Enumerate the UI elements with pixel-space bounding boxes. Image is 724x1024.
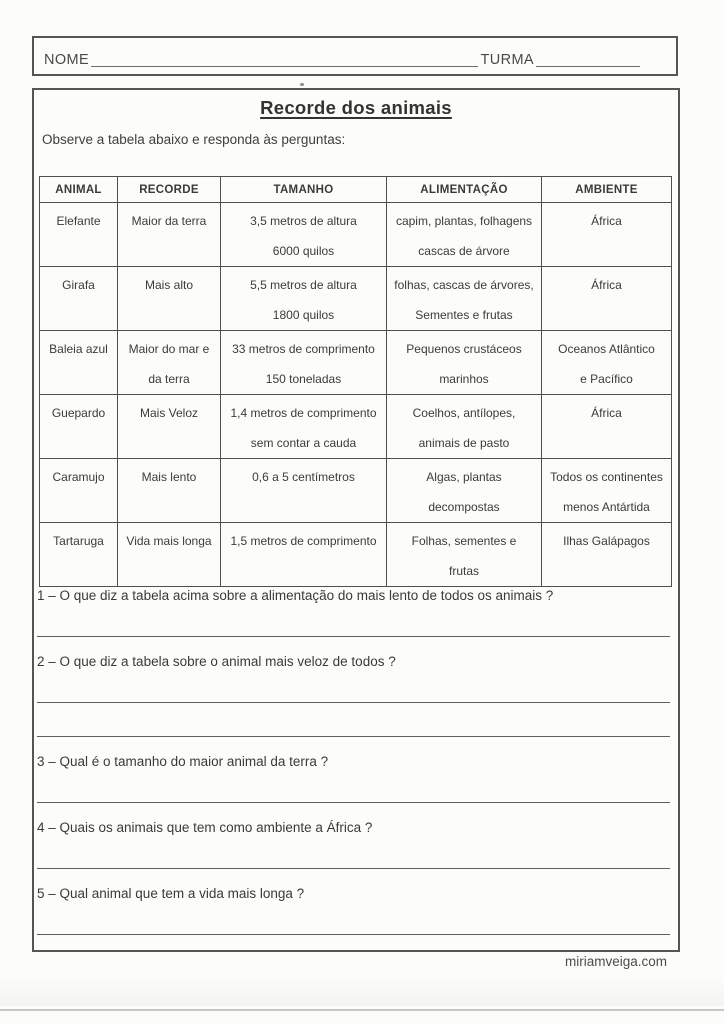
cell-text-line: marinhos [439, 372, 489, 386]
cell-text-line: menos Antártida [563, 500, 650, 514]
table-cell [221, 523, 387, 587]
table-cell [118, 459, 221, 523]
cell-text-line: Mais lento [141, 470, 197, 484]
cell-text-line: Maior do mar e [128, 342, 210, 356]
cell-text-line: folhas, cascas de árvores, [394, 278, 534, 292]
cell-text-line: cascas de árvore [418, 244, 510, 258]
answer-line [37, 736, 670, 737]
cell-text-line: Folhas, sementes e [411, 534, 517, 548]
table-cell [40, 459, 118, 523]
cell-text-line: 0,6 a 5 centímetros [252, 470, 355, 484]
answer-line [37, 934, 670, 935]
page-edge-line [0, 1009, 724, 1011]
cell-text-line: e Pacífico [580, 372, 633, 386]
answer-line [37, 802, 670, 803]
name-turma-box [32, 36, 678, 76]
cell-text-line: 3,5 metros de altura [250, 214, 357, 228]
cell-text-line: Caramujo [52, 470, 105, 484]
cell-text-line: 1800 quilos [272, 308, 335, 322]
table-cell [387, 459, 542, 523]
cell-text-line: Mais alto [144, 278, 194, 292]
cell-text-line: Mais Veloz [139, 406, 199, 420]
column-header: TAMANHO [221, 177, 387, 203]
table-row [40, 203, 672, 267]
animals-table [39, 176, 672, 587]
cell-text-line: Girafa [62, 278, 95, 292]
cell-text-line: Ilhas Galápagos [563, 534, 650, 548]
table-cell [542, 331, 672, 395]
cell-text-line: 1,4 metros de comprimento [230, 406, 377, 420]
table-cell [40, 395, 118, 459]
cell-text-line: Oceanos Atlântico [558, 342, 655, 356]
question-text: 3 – Qual é o tamanho do maior animal da terra ? [37, 754, 329, 769]
cell-text-line: Guepardo [51, 406, 106, 420]
table-row [40, 395, 672, 459]
animals-table-header [40, 177, 672, 203]
cell-text-line: Vida mais longa [126, 534, 212, 548]
table-cell [221, 331, 387, 395]
answer-line [37, 636, 670, 637]
table-cell [387, 267, 542, 331]
column-header: ALIMENTAÇÃO [387, 177, 542, 203]
cell-text-line: 5,5 metros de altura [250, 278, 357, 292]
question-text: 1 – O que diz a tabela acima sobre a alimentação do mais lento de todos os animais ? [37, 588, 554, 603]
table-cell [387, 203, 542, 267]
table-cell [40, 203, 118, 267]
table-cell [542, 395, 672, 459]
table-cell [221, 395, 387, 459]
answer-line [37, 868, 670, 869]
table-cell [118, 331, 221, 395]
turma-label: TURMA [480, 51, 534, 68]
animals-table-body [40, 203, 672, 587]
table-cell [40, 267, 118, 331]
cell-text-line: África [591, 406, 622, 420]
scan-speck [300, 83, 304, 86]
cell-text-line: 33 metros de comprimento [232, 342, 375, 356]
table-cell [542, 523, 672, 587]
questions-section [37, 583, 670, 935]
table-cell [387, 331, 542, 395]
table-cell [221, 459, 387, 523]
table-cell [40, 331, 118, 395]
cell-text-line: África [591, 214, 622, 228]
cell-text-line: 1,5 metros de comprimento [230, 534, 377, 548]
cell-text-line: capim, plantas, folhagens [395, 214, 533, 228]
column-header: AMBIENTE [542, 177, 672, 203]
header-row [40, 177, 672, 203]
table-cell [221, 203, 387, 267]
table-cell [542, 267, 672, 331]
question-text: 5 – Qual animal que tem a vida mais longa ? [37, 886, 305, 901]
answer-line [37, 702, 670, 703]
table-cell [118, 523, 221, 587]
site-credit: miriamveiga.com [564, 954, 667, 969]
table-cell [40, 523, 118, 587]
table-row [40, 459, 672, 523]
table-cell [542, 203, 672, 267]
instruction-text: Observe a tabela abaixo e responda às perguntas: [42, 132, 346, 147]
table-row [40, 523, 672, 587]
cell-text-line: Coelhos, antílopes, [412, 406, 516, 420]
cell-text-line: Todos os continentes [550, 470, 663, 484]
scan-shadow [0, 976, 724, 1006]
cell-text-line: Maior da terra [131, 214, 207, 228]
cell-text-line: Elefante [56, 214, 101, 228]
cell-text-line: Sementes e frutas [415, 308, 513, 322]
table-row [40, 267, 672, 331]
column-header: ANIMAL [40, 177, 118, 203]
table-row [40, 331, 672, 395]
cell-text-line: decompostas [428, 500, 500, 514]
cell-text-line: 6000 quilos [272, 244, 335, 258]
cell-text-line: animais de pasto [418, 436, 510, 450]
nome-label: NOME [44, 51, 90, 68]
cell-text-line: Baleia azul [49, 342, 108, 356]
table-cell [387, 395, 542, 459]
table-cell [118, 203, 221, 267]
nome-blank-line [91, 53, 478, 67]
table-cell [118, 267, 221, 331]
cell-text-line: Pequenos crustáceos [406, 342, 522, 356]
cell-text-line: África [591, 278, 622, 292]
cell-text-line: da terra [148, 372, 190, 386]
cell-text-line: Algas, plantas [426, 470, 502, 484]
cell-text-line: sem contar a cauda [250, 436, 357, 450]
cell-text-line: 150 toneladas [265, 372, 342, 386]
column-header: RECORDE [118, 177, 221, 203]
turma-blank-line [536, 53, 640, 67]
table-cell [221, 267, 387, 331]
cell-text-line: frutas [448, 564, 479, 578]
question-text: 4 – Quais os animais que tem como ambiente a África ? [37, 820, 373, 835]
worksheet-body [32, 88, 680, 952]
question-text: 2 – O que diz a tabela sobre o animal mais veloz de todos ? [37, 654, 396, 669]
cell-text-line: Tartaruga [53, 534, 104, 548]
worksheet-title: Recorde dos animais [260, 97, 452, 118]
table-cell [542, 459, 672, 523]
table-cell [387, 523, 542, 587]
table-cell [118, 395, 221, 459]
